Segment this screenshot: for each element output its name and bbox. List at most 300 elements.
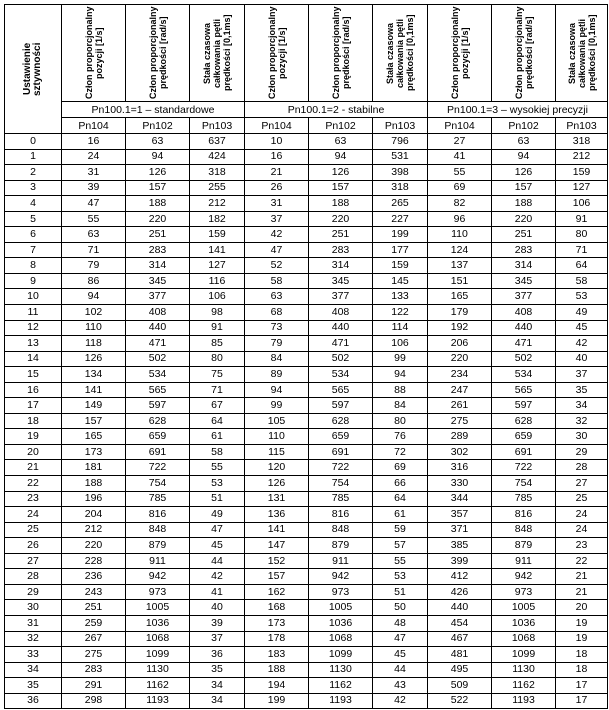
- table-cell: 157: [62, 413, 126, 429]
- mode-header-standard: Pn100.1=1 – standardowe: [62, 102, 245, 118]
- table-cell: 220: [309, 211, 373, 227]
- table-cell: 565: [492, 382, 556, 398]
- table-cell: 115: [245, 444, 309, 460]
- table-cell: 377: [126, 289, 190, 305]
- stiffness-setting-cell: 34: [5, 662, 62, 678]
- table-cell: 228: [62, 553, 126, 569]
- table-row: [5, 320, 608, 336]
- stiffness-setting-cell: 18: [5, 413, 62, 429]
- stiffness-setting-cell: 0: [5, 134, 62, 150]
- table-row: [5, 429, 608, 445]
- table-cell: 51: [190, 491, 245, 507]
- table-cell: 28: [556, 460, 608, 476]
- table-cell: 89: [245, 367, 309, 383]
- stiffness-setting-cell: 16: [5, 382, 62, 398]
- table-cell: 408: [492, 305, 556, 321]
- table-row: [5, 693, 608, 709]
- table-cell: 55: [190, 460, 245, 476]
- table-cell: 1162: [492, 678, 556, 694]
- table-cell: 628: [126, 413, 190, 429]
- table-row: [5, 258, 608, 274]
- table-cell: 481: [428, 647, 492, 663]
- table-cell: 45: [556, 320, 608, 336]
- table-cell: 345: [126, 273, 190, 289]
- table-cell: 754: [309, 476, 373, 492]
- table-cell: 159: [556, 165, 608, 181]
- table-cell: 27: [428, 134, 492, 150]
- table-cell: 659: [492, 429, 556, 445]
- stiffness-setting-cell: 11: [5, 305, 62, 321]
- table-cell: 53: [556, 289, 608, 305]
- table-cell: 691: [126, 444, 190, 460]
- table-cell: 48: [373, 615, 428, 631]
- table-cell: 32: [556, 413, 608, 429]
- table-cell: 55: [373, 553, 428, 569]
- table-cell: 973: [309, 584, 373, 600]
- table-cell: 24: [556, 507, 608, 523]
- stiffness-setting-cell: 17: [5, 398, 62, 414]
- table-row: [5, 242, 608, 258]
- table-row: [5, 444, 608, 460]
- table-cell: 64: [373, 491, 428, 507]
- parameter-header: Pn102: [309, 118, 373, 134]
- table-cell: 94: [309, 149, 373, 165]
- table-cell: 199: [373, 227, 428, 243]
- table-cell: 330: [428, 476, 492, 492]
- stiffness-settings-table: [4, 4, 608, 709]
- table-cell: 467: [428, 631, 492, 647]
- table-row: [5, 538, 608, 554]
- table-cell: 37: [556, 367, 608, 383]
- table-cell: 212: [556, 149, 608, 165]
- table-row: [5, 476, 608, 492]
- table-cell: 1162: [309, 678, 373, 694]
- table-row: [5, 211, 608, 227]
- table-cell: 440: [309, 320, 373, 336]
- table-row: [5, 662, 608, 678]
- table-cell: 19: [556, 631, 608, 647]
- table-cell: 440: [126, 320, 190, 336]
- column-header: [373, 5, 428, 102]
- column-header: [245, 5, 309, 102]
- stiffness-setting-cell: 15: [5, 367, 62, 383]
- stiffness-setting-cell: 19: [5, 429, 62, 445]
- table-cell: 785: [126, 491, 190, 507]
- table-cell: 41: [190, 584, 245, 600]
- table-cell: 785: [492, 491, 556, 507]
- table-cell: 275: [62, 647, 126, 663]
- table-cell: 98: [190, 305, 245, 321]
- table-cell: 522: [428, 693, 492, 709]
- table-cell: 157: [245, 569, 309, 585]
- table-cell: 188: [492, 196, 556, 212]
- table-cell: 126: [126, 165, 190, 181]
- table-cell: 509: [428, 678, 492, 694]
- table-cell: 173: [245, 615, 309, 631]
- parameter-header: Pn104: [245, 118, 309, 134]
- table-cell: 67: [190, 398, 245, 414]
- table-cell: 722: [492, 460, 556, 476]
- table-cell: 182: [190, 211, 245, 227]
- table-cell: 291: [62, 678, 126, 694]
- table-cell: 96: [428, 211, 492, 227]
- table-cell: 659: [309, 429, 373, 445]
- table-cell: 973: [492, 584, 556, 600]
- stiffness-setting-cell: 33: [5, 647, 62, 663]
- table-cell: 318: [373, 180, 428, 196]
- stiffness-setting-cell: 31: [5, 615, 62, 631]
- table-cell: 194: [245, 678, 309, 694]
- table-cell: 659: [126, 429, 190, 445]
- stiffness-setting-header: [5, 5, 62, 134]
- table-cell: 1162: [126, 678, 190, 694]
- stiffness-setting-cell: 10: [5, 289, 62, 305]
- table-cell: 275: [428, 413, 492, 429]
- table-cell: 302: [428, 444, 492, 460]
- table-cell: 41: [428, 149, 492, 165]
- table-cell: 133: [373, 289, 428, 305]
- column-header: [556, 5, 608, 102]
- table-cell: 39: [190, 615, 245, 631]
- stiffness-setting-cell: 5: [5, 211, 62, 227]
- table-cell: 20: [556, 600, 608, 616]
- table-cell: 181: [62, 460, 126, 476]
- table-cell: 179: [428, 305, 492, 321]
- column-header-text: Człon proporcjonalny prędkości [rad/s]: [513, 6, 534, 100]
- table-cell: 44: [373, 662, 428, 678]
- table-cell: 24: [62, 149, 126, 165]
- table-row: [5, 398, 608, 414]
- table-cell: 357: [428, 507, 492, 523]
- table-cell: 141: [62, 382, 126, 398]
- table-cell: 55: [428, 165, 492, 181]
- column-header-text: Człon proporcjonalny pozycji [1/s]: [266, 6, 287, 100]
- table-cell: 53: [373, 569, 428, 585]
- table-cell: 1130: [492, 662, 556, 678]
- table-cell: 1130: [309, 662, 373, 678]
- table-cell: 59: [373, 522, 428, 538]
- table-cell: 25: [556, 491, 608, 507]
- table-cell: 63: [492, 134, 556, 150]
- table-cell: 1099: [309, 647, 373, 663]
- table-row: [5, 196, 608, 212]
- stiffness-setting-cell: 28: [5, 569, 62, 585]
- table-cell: 39: [62, 180, 126, 196]
- table-cell: 47: [62, 196, 126, 212]
- table-cell: 691: [309, 444, 373, 460]
- table-cell: 17: [556, 693, 608, 709]
- table-cell: 80: [373, 413, 428, 429]
- table-cell: 24: [556, 522, 608, 538]
- stiffness-setting-cell: 36: [5, 693, 62, 709]
- column-header: [428, 5, 492, 102]
- table-cell: 168: [245, 600, 309, 616]
- table-cell: 212: [62, 522, 126, 538]
- table-cell: 911: [492, 553, 556, 569]
- table-cell: 94: [492, 149, 556, 165]
- table-cell: 99: [245, 398, 309, 414]
- stiffness-setting-cell: 22: [5, 476, 62, 492]
- table-cell: 1005: [492, 600, 556, 616]
- table-cell: 159: [373, 258, 428, 274]
- table-cell: 243: [62, 584, 126, 600]
- table-cell: 848: [492, 522, 556, 538]
- table-cell: 816: [126, 507, 190, 523]
- table-cell: 110: [62, 320, 126, 336]
- table-cell: 495: [428, 662, 492, 678]
- table-cell: 49: [190, 507, 245, 523]
- table-cell: 36: [190, 647, 245, 663]
- table-cell: 722: [309, 460, 373, 476]
- table-cell: 265: [373, 196, 428, 212]
- table-cell: 398: [373, 165, 428, 181]
- table-cell: 911: [309, 553, 373, 569]
- table-cell: 377: [492, 289, 556, 305]
- table-cell: 136: [245, 507, 309, 523]
- stiffness-setting-cell: 12: [5, 320, 62, 336]
- parameter-header: Pn103: [373, 118, 428, 134]
- table-row: [5, 336, 608, 352]
- table-cell: 314: [309, 258, 373, 274]
- table-row: [5, 615, 608, 631]
- table-cell: 53: [190, 476, 245, 492]
- table-cell: 10: [245, 134, 309, 150]
- stiffness-setting-cell: 8: [5, 258, 62, 274]
- table-cell: 40: [556, 351, 608, 367]
- stiffness-setting-cell: 2: [5, 165, 62, 181]
- table-cell: 316: [428, 460, 492, 476]
- table-cell: 236: [62, 569, 126, 585]
- table-cell: 17: [556, 678, 608, 694]
- table-cell: 141: [245, 522, 309, 538]
- table-cell: 314: [492, 258, 556, 274]
- table-cell: 318: [556, 134, 608, 150]
- table-cell: 43: [373, 678, 428, 694]
- table-cell: 141: [190, 242, 245, 258]
- stiffness-setting-cell: 13: [5, 336, 62, 352]
- table-cell: 120: [245, 460, 309, 476]
- table-cell: 314: [126, 258, 190, 274]
- parameter-header: Pn103: [190, 118, 245, 134]
- table-cell: 754: [126, 476, 190, 492]
- table-cell: 29: [556, 444, 608, 460]
- table-cell: 283: [492, 242, 556, 258]
- table-cell: 44: [190, 553, 245, 569]
- table-cell: 879: [126, 538, 190, 554]
- table-cell: 42: [190, 569, 245, 585]
- table-cell: 178: [245, 631, 309, 647]
- table-cell: 110: [428, 227, 492, 243]
- table-cell: 534: [492, 367, 556, 383]
- table-cell: 69: [373, 460, 428, 476]
- parameter-header: Pn103: [556, 118, 608, 134]
- table-cell: 377: [309, 289, 373, 305]
- mode-header-stable: Pn100.1=2 - stabilne: [245, 102, 428, 118]
- table-cell: 177: [373, 242, 428, 258]
- table-cell: 796: [373, 134, 428, 150]
- table-cell: 157: [309, 180, 373, 196]
- table-cell: 942: [309, 569, 373, 585]
- stiffness-setting-cell: 27: [5, 553, 62, 569]
- table-cell: 137: [428, 258, 492, 274]
- table-cell: 73: [245, 320, 309, 336]
- table-cell: 126: [245, 476, 309, 492]
- table-cell: 80: [556, 227, 608, 243]
- table-cell: 165: [62, 429, 126, 445]
- mode-header-row: [5, 102, 608, 118]
- stiffness-setting-cell: 20: [5, 444, 62, 460]
- table-row: [5, 227, 608, 243]
- table-cell: 159: [190, 227, 245, 243]
- table-cell: 71: [190, 382, 245, 398]
- table-cell: 106: [373, 336, 428, 352]
- table-cell: 1130: [126, 662, 190, 678]
- table-row: [5, 647, 608, 663]
- table-cell: 147: [245, 538, 309, 554]
- table-cell: 34: [556, 398, 608, 414]
- table-cell: 106: [556, 196, 608, 212]
- table-cell: 1068: [492, 631, 556, 647]
- stiffness-setting-cell: 6: [5, 227, 62, 243]
- table-cell: 19: [556, 615, 608, 631]
- table-cell: 157: [492, 180, 556, 196]
- table-cell: 45: [190, 538, 245, 554]
- table-row: [5, 507, 608, 523]
- table-cell: 188: [126, 196, 190, 212]
- table-cell: 124: [428, 242, 492, 258]
- column-header-text: Człon proporcjonalny pozycji [1/s]: [83, 6, 104, 100]
- table-row: [5, 165, 608, 181]
- table-cell: 255: [190, 180, 245, 196]
- table-cell: 49: [556, 305, 608, 321]
- table-row: [5, 180, 608, 196]
- table-cell: 80: [190, 351, 245, 367]
- table-cell: 1036: [492, 615, 556, 631]
- column-header-text: Człon proporcjonalny prędkości [rad/s]: [147, 6, 168, 100]
- table-cell: 94: [245, 382, 309, 398]
- table-row: [5, 600, 608, 616]
- table-body: [5, 134, 608, 709]
- table-cell: 106: [190, 289, 245, 305]
- table-cell: 64: [556, 258, 608, 274]
- table-cell: 63: [309, 134, 373, 150]
- table-cell: 534: [309, 367, 373, 383]
- table-cell: 63: [126, 134, 190, 150]
- table-cell: 212: [190, 196, 245, 212]
- table-cell: 110: [245, 429, 309, 445]
- table-cell: 126: [62, 351, 126, 367]
- table-cell: 283: [62, 662, 126, 678]
- table-cell: 27: [556, 476, 608, 492]
- table-cell: 57: [373, 538, 428, 554]
- stiffness-setting-cell: 25: [5, 522, 62, 538]
- table-cell: 345: [309, 273, 373, 289]
- table-cell: 454: [428, 615, 492, 631]
- table-cell: 37: [190, 631, 245, 647]
- table-row: [5, 134, 608, 150]
- table-cell: 199: [245, 693, 309, 709]
- table-cell: 424: [190, 149, 245, 165]
- table-cell: 220: [492, 211, 556, 227]
- table-row: [5, 460, 608, 476]
- table-cell: 1099: [492, 647, 556, 663]
- table-row: [5, 491, 608, 507]
- table-cell: 1193: [309, 693, 373, 709]
- table-cell: 35: [190, 662, 245, 678]
- table-cell: 565: [126, 382, 190, 398]
- table-cell: 259: [62, 615, 126, 631]
- column-header-text: Stała czasowa całkowania pętli prędkości [0,1ms]: [202, 14, 232, 92]
- table-cell: 47: [190, 522, 245, 538]
- table-cell: 173: [62, 444, 126, 460]
- table-cell: 227: [373, 211, 428, 227]
- table-cell: 34: [190, 678, 245, 694]
- mode-header-high-precision: Pn100.1=3 – wysokiej precyzji: [428, 102, 608, 118]
- table-cell: 23: [556, 538, 608, 554]
- column-header-text: Człon proporcjonalny prędkości [rad/s]: [330, 6, 351, 100]
- table-cell: 344: [428, 491, 492, 507]
- table-cell: 816: [492, 507, 556, 523]
- table-cell: 251: [492, 227, 556, 243]
- table-row: [5, 149, 608, 165]
- table-cell: 879: [492, 538, 556, 554]
- table-cell: 597: [492, 398, 556, 414]
- table-cell: 84: [245, 351, 309, 367]
- table-cell: 64: [190, 413, 245, 429]
- table-cell: 385: [428, 538, 492, 554]
- stiffness-setting-cell: 30: [5, 600, 62, 616]
- table-cell: 37: [245, 211, 309, 227]
- table-cell: 1193: [492, 693, 556, 709]
- table-cell: 31: [62, 165, 126, 181]
- table-cell: 911: [126, 553, 190, 569]
- table-row: [5, 351, 608, 367]
- table-cell: 289: [428, 429, 492, 445]
- table-cell: 251: [62, 600, 126, 616]
- table-cell: 206: [428, 336, 492, 352]
- table-cell: 91: [556, 211, 608, 227]
- table-cell: 35: [556, 382, 608, 398]
- stiffness-setting-cell: 4: [5, 196, 62, 212]
- table-cell: 1036: [309, 615, 373, 631]
- column-header-row: [5, 5, 608, 102]
- stiffness-setting-header-text: Ustawienie sztywności: [22, 42, 43, 96]
- stiffness-setting-cell: 24: [5, 507, 62, 523]
- table-cell: 61: [373, 507, 428, 523]
- table-cell: 42: [245, 227, 309, 243]
- table-cell: 149: [62, 398, 126, 414]
- table-cell: 637: [190, 134, 245, 150]
- table-cell: 21: [556, 569, 608, 585]
- table-cell: 105: [245, 413, 309, 429]
- parameter-header: Pn102: [126, 118, 190, 134]
- table-cell: 973: [126, 584, 190, 600]
- table-cell: 63: [245, 289, 309, 305]
- table-cell: 63: [62, 227, 126, 243]
- table-cell: 16: [62, 134, 126, 150]
- table-cell: 1193: [126, 693, 190, 709]
- table-row: [5, 522, 608, 538]
- parameter-header: Pn104: [428, 118, 492, 134]
- table-cell: 126: [309, 165, 373, 181]
- table-cell: 628: [492, 413, 556, 429]
- table-cell: 785: [309, 491, 373, 507]
- column-header: [309, 5, 373, 102]
- table-cell: 58: [556, 273, 608, 289]
- table-cell: 82: [428, 196, 492, 212]
- table-cell: 88: [373, 382, 428, 398]
- table-cell: 52: [245, 258, 309, 274]
